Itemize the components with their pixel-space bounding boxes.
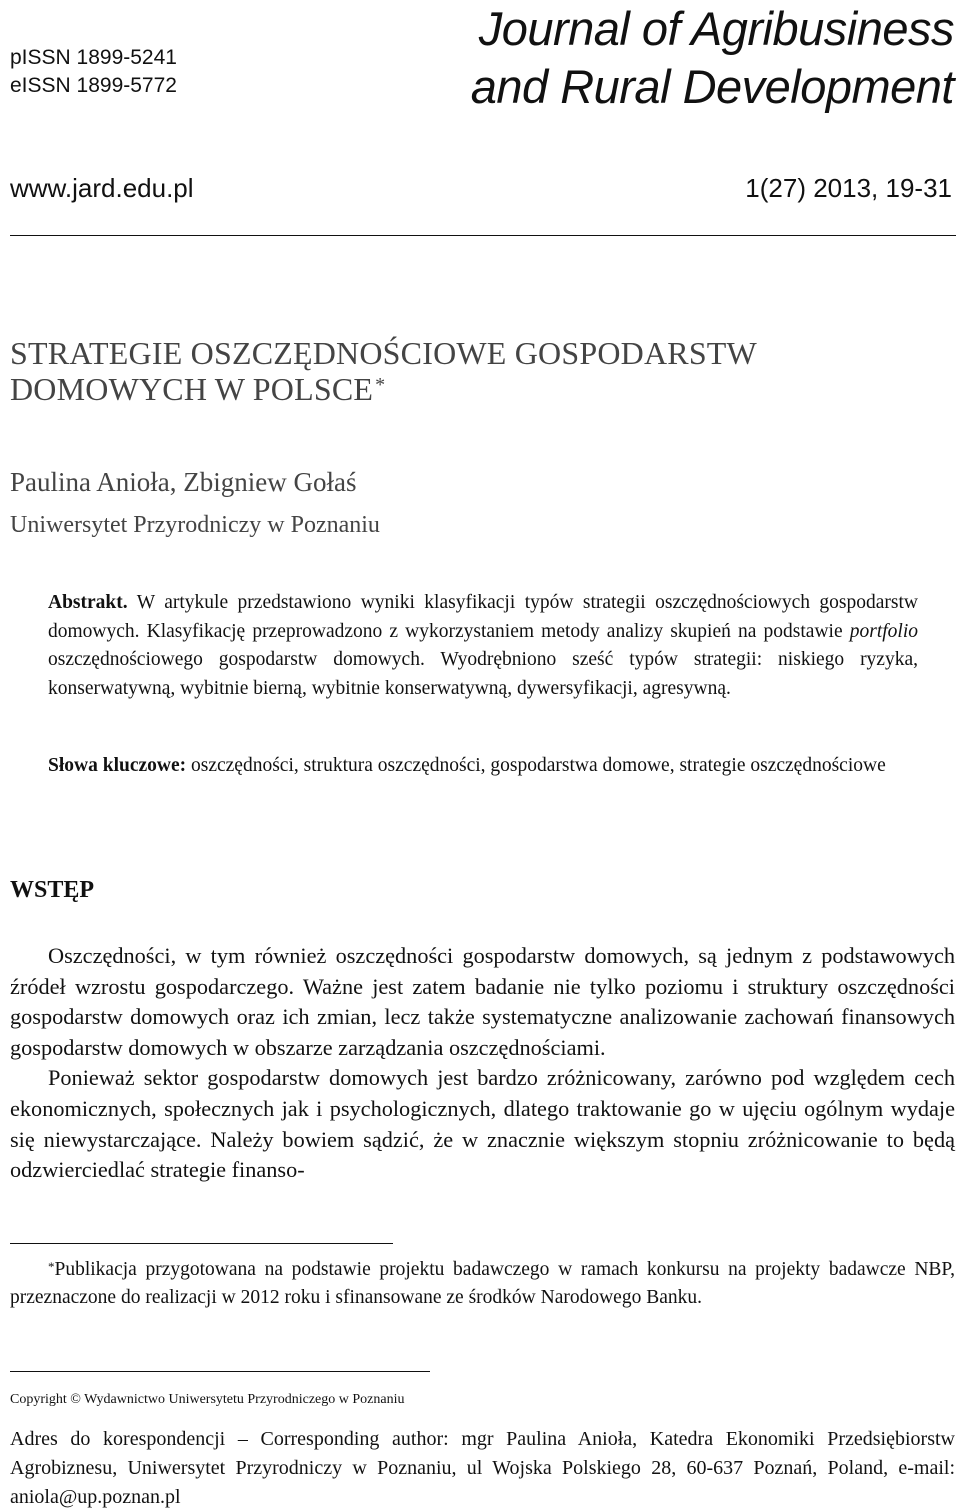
journal-title-line1: Journal of Agribusiness bbox=[478, 2, 954, 55]
pissn: pISSN 1899-5241 bbox=[10, 46, 177, 69]
keywords bbox=[48, 752, 918, 781]
abstract-text-part2: oszczędnościowego gospodarstw domowych. Wyodrębniono sześć typów strategii: niskiego ryzyka, konserwatywną, wybitnie bierną, wybitnie konserwatywną, dywersyfikacji, agresywną. bbox=[48, 649, 918, 699]
eissn: eISSN 1899-5772 bbox=[10, 74, 177, 97]
footnote-text: Publikacja przygotowana na podstawie projektu badawczego w ramach konkursu na projekty badawcze NBP, przeznaczone do realizacji w 2012 roku i sfinansowane ze środków Narodowego Banku. bbox=[10, 1259, 955, 1309]
journal-website: www.jard.edu.pl bbox=[10, 173, 194, 203]
issue-info: 1(27) 2013, 19-31 bbox=[745, 173, 952, 203]
footnote-marker: * bbox=[48, 1259, 55, 1274]
copyright-rule bbox=[10, 1371, 430, 1372]
abstract-label: Abstrakt. bbox=[48, 592, 128, 613]
article-title-line2: DOMOWYCH W POLSCE bbox=[10, 371, 374, 407]
copyright: Copyright © Wydawnictwo Uniwersytetu Przyrodniczego w Poznaniu bbox=[10, 1392, 405, 1407]
journal-title-line2: and Rural Development bbox=[470, 60, 954, 113]
footnote-rule bbox=[10, 1243, 393, 1244]
abstract-text-part1: W artykule przedstawiono wyniki klasyfikacji typów strategii oszczędnościowych gospodarstw domowych. Klasyfikację przeprowadzono z wykorzystaniem metody analizy skupień na podstawie bbox=[48, 592, 918, 642]
header-rule bbox=[10, 235, 956, 236]
issn-block bbox=[10, 44, 177, 100]
authors: Paulina Anioła, Zbigniew Gołaś bbox=[10, 467, 357, 497]
affiliation: Uniwersytet Przyrodniczy w Poznaniu bbox=[10, 512, 380, 538]
body-text bbox=[10, 941, 955, 1186]
correspondence-address: Adres do korespondencji – Corresponding author: mgr Paulina Anioła, Katedra Ekonomiki Przedsiębiorstw Agrobiznesu, Uniwersytet Przyrodniczy w Poznaniu, ul Wojska Polskiego 28, 60-637 Poznań, Poland, e-mail: aniola@up.poznan.pl bbox=[10, 1428, 955, 1508]
keywords-label: Słowa kluczowe: bbox=[48, 755, 187, 776]
body-paragraph-2: Ponieważ sektor gospodarstw domowych jest bardzo zróżnicowany, zarówno pod względem cech ekonomicznych, społecznych jak i psychologicznych, dlatego traktowanie go w ujęciu ogólnym wydaje się niewystarczające. Należy bowiem sądzić, że w znacznie większym stopniu zróżnicowanie to będą odzwierciedlać strategie finanso- bbox=[10, 1065, 955, 1183]
article-title bbox=[10, 335, 950, 407]
footnote bbox=[10, 1256, 955, 1313]
journal-title bbox=[471, 0, 954, 116]
title-footnote-marker: * bbox=[375, 374, 386, 396]
keywords-text: oszczędności, struktura oszczędności, gospodarstwa domowe, strategie oszczędnościowe bbox=[191, 755, 886, 776]
abstract bbox=[48, 589, 918, 703]
article-title-line1: STRATEGIE OSZCZĘDNOŚCIOWE GOSPODARSTW bbox=[10, 335, 757, 371]
abstract-italic-word: portfolio bbox=[849, 620, 918, 642]
body-paragraph-1: Oszczędności, w tym również oszczędności gospodarstw domowych, są jednym z podstawowych źródeł wzrostu gospodarczego. Ważne jest zatem badanie nie tylko poziomu i struktury oszczędności gospodarstw domowych oraz ich zmian, lecz także systematyczne analizowanie zachowań finansowych gospodarstw domowych w obszarze zarządzania oszczędnościami. bbox=[10, 943, 955, 1060]
section-heading: WSTĘP bbox=[10, 877, 95, 903]
